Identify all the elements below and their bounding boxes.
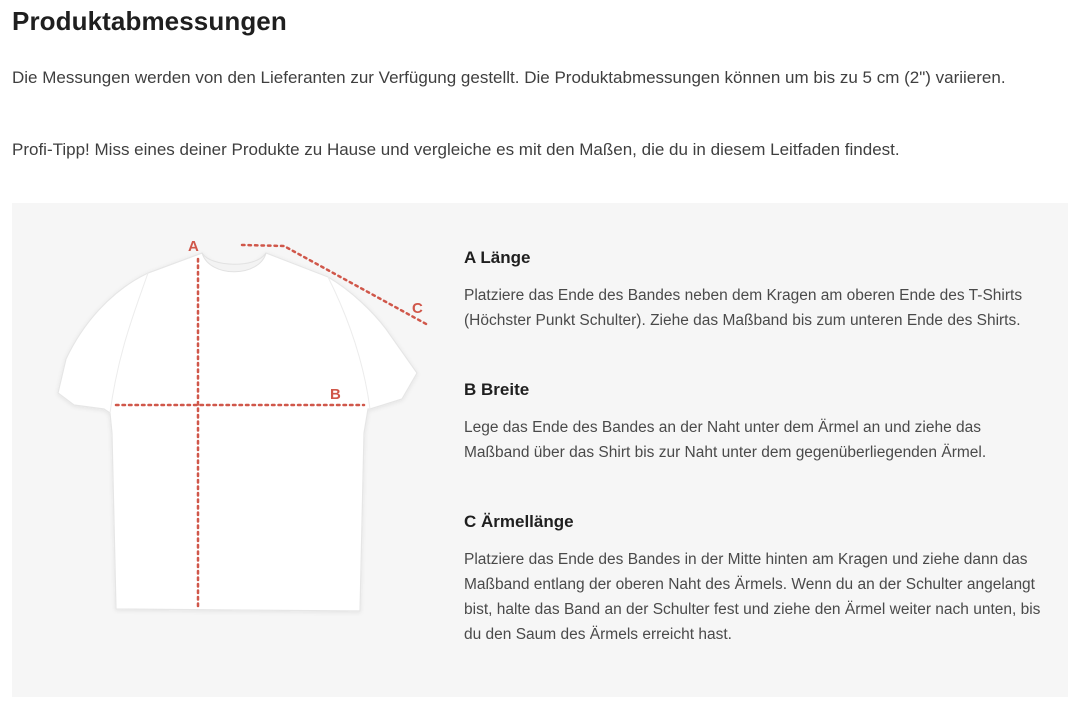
- measurement-width: [464, 379, 1044, 465]
- measurement-sleeve-description: Platziere das Ende des Bandes in der Mitte hinten am Kragen und ziehe dann das Maßband entlang der oberen Naht des Ärmels. Wenn du an der Schulter angelangt bist, halte das Band an der Schulter fest und ziehe den Ärmel weiter nach unten, bis du den Saum des Ärmels erreicht hast.: [464, 551, 1041, 643]
- label-c: C: [412, 300, 423, 317]
- tshirt-shape: [58, 253, 417, 611]
- label-a: A: [188, 238, 199, 255]
- measurement-length: [464, 247, 1044, 333]
- measurement-length-description: Platziere das Ende des Bandes neben dem Kragen am oberen Ende des T-Shirts (Höchster Punkt Schulter). Ziehe das Maßband bis zum unteren Ende des Shirts.: [464, 287, 1023, 329]
- label-b: B: [330, 386, 341, 403]
- intro-text: Die Messungen werden von den Lieferanten zur Verfügung gestellt. Die Produktabmessungen können um bis zu 5 cm (2") variieren.: [12, 68, 1006, 87]
- measurement-sleeve-title: C Ärmellänge: [464, 512, 574, 531]
- measurement-width-title: B Breite: [464, 380, 530, 399]
- page-title: Produktabmessungen: [12, 6, 287, 36]
- measurement-length-title: A Länge: [464, 248, 531, 267]
- tshirt-diagram-svg: [52, 233, 442, 623]
- pro-tip-text: Profi-Tipp! Miss eines deiner Produkte zu Hause und vergleiche es mit den Maßen, die du in diesem Leitfaden findest.: [12, 140, 900, 159]
- tshirt-measurement-diagram: [52, 233, 442, 623]
- measurement-width-description: Lege das Ende des Bandes an der Naht unter dem Ärmel an und ziehe das Maßband über das Shirt bis zur Naht unter dem gegenüberliegenden Ärmel.: [464, 419, 987, 461]
- measurement-guide-panel: [12, 203, 1068, 697]
- measurement-sleeve: [464, 511, 1044, 647]
